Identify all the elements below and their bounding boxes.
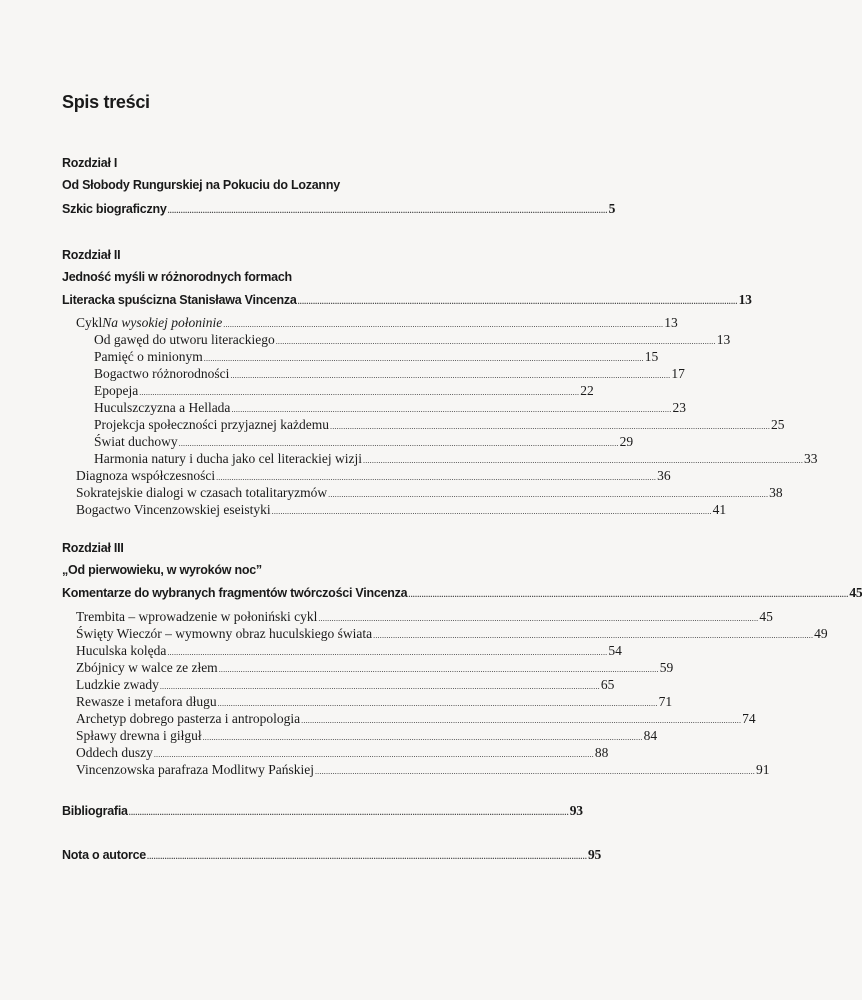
dot-leader: ........................................................................................................................................................................................................ (230, 371, 671, 380)
toc-entry[interactable]: Szkic biograficzny ........................................................................................................................................................................................................ 5 (62, 201, 616, 216)
page-number: 54 (608, 643, 622, 658)
page-number: 36 (657, 468, 671, 483)
page-number: 93 (569, 803, 583, 818)
page-title: Spis treści (62, 92, 150, 112)
page-number: 5 (608, 201, 616, 216)
dot-leader: ........................................................................................................................................................................................................ (128, 808, 569, 817)
toc-entry[interactable]: Archetyp dobrego pasterza i antropologia ........................................................................................................................................................................................................ 74 (76, 711, 756, 726)
dot-leader: ........................................................................................................................................................................................................ (147, 852, 588, 861)
toc-entry[interactable]: Świat duchowy ........................................................................................................................................................................................................ 29 (94, 434, 634, 449)
page-number: 59 (659, 660, 674, 675)
toc-entry[interactable]: Huculska kolęda ........................................................................................................................................................................................................ 54 (76, 643, 622, 658)
page-number: 65 (600, 677, 615, 692)
dot-leader: ........................................................................................................................................................................................................ (328, 490, 769, 499)
page-number: 41 (712, 502, 727, 517)
toc-entry[interactable]: Nota o autorce ........................................................................................................................................................................................................ 95 (62, 847, 602, 862)
toc-entry[interactable]: Trembita – wprowadzenie w połoniński cykl ........................................................................................................................................................................................................ 45 (76, 609, 773, 624)
toc-entry[interactable]: Harmonia natury i ducha jako cel literackiej wizji ........................................................................................................................................................................................................ 33 (94, 451, 818, 466)
toc-entry[interactable]: Zbójnicy w walce ze złem ........................................................................................................................................................................................................ 59 (76, 660, 674, 675)
toc-entry[interactable]: Bogactwo Vincenzowskiej eseistyki ........................................................................................................................................................................................................ 41 (76, 502, 727, 517)
chapter-label: Rozdział I (62, 156, 118, 170)
chapter-title: „Od pierwowieku, w wyroków noc” (62, 563, 262, 577)
toc-entry[interactable]: Rewasze i metafora długu ........................................................................................................................................................................................................ 71 (76, 694, 673, 709)
page-number: 45 (759, 609, 773, 624)
toc-entry[interactable]: Ludzkie zwady ........................................................................................................................................................................................................ 65 (76, 677, 615, 692)
page-number: 15 (644, 349, 659, 364)
dot-leader: ........................................................................................................................................................................................................ (275, 337, 716, 346)
page-number: 29 (619, 434, 634, 449)
toc-entry[interactable]: Epopeja ........................................................................................................................................................................................................ 22 (94, 383, 594, 398)
dot-leader: ........................................................................................................................................................................................................ (167, 648, 608, 657)
dot-leader: ........................................................................................................................................................................................................ (139, 388, 580, 397)
page-number: 25 (771, 417, 785, 432)
dot-leader: ........................................................................................................................................................................................................ (301, 716, 742, 725)
page-number: 88 (594, 745, 609, 760)
page-number: 23 (672, 400, 686, 415)
chapter-title: Jedność myśli w różnorodnych formach (62, 270, 292, 284)
dot-leader: ........................................................................................................................................................................................................ (223, 320, 664, 329)
page-number: 33 (804, 451, 818, 466)
dot-leader: ........................................................................................................................................................................................................ (202, 733, 643, 742)
page-number: 49 (814, 626, 828, 641)
page-number: 13 (716, 332, 731, 347)
page-number: 71 (658, 694, 673, 709)
dot-leader: ........................................................................................................................................................................................................ (314, 767, 755, 776)
dot-leader: ........................................................................................................................................................................................................ (297, 297, 738, 306)
page-number: 84 (643, 728, 658, 743)
toc-entry[interactable]: Literacka spuścizna Stanisława Vincenza ........................................................................................................................................................................................................ 13 (62, 292, 752, 307)
dot-leader: ........................................................................................................................................................................................................ (218, 665, 659, 674)
page-number: 95 (588, 847, 602, 862)
chapter-label: Rozdział III (62, 541, 124, 555)
toc-entry[interactable]: Oddech duszy ........................................................................................................................................................................................................ 88 (76, 745, 609, 760)
dot-leader: ........................................................................................................................................................................................................ (318, 614, 759, 623)
dot-leader: ........................................................................................................................................................................................................ (217, 699, 658, 708)
dot-leader: ........................................................................................................................................................................................................ (178, 439, 619, 448)
page-number: 17 (671, 366, 685, 381)
toc-entry[interactable]: Komentarze do wybranych fragmentów twórczości Vincenza ........................................................................................................................................................................................................ 45 (62, 585, 862, 600)
dot-leader: ........................................................................................................................................................................................................ (330, 422, 771, 431)
toc-entry[interactable]: Od gawęd do utworu literackiego ........................................................................................................................................................................................................ 13 (94, 332, 731, 347)
toc-entry[interactable]: Sokratejskie dialogi w czasach totalitaryzmów ........................................................................................................................................................................................................ 38 (76, 485, 783, 500)
toc-entry[interactable]: Huculszczyzna a Hellada ........................................................................................................................................................................................................ 23 (94, 400, 686, 415)
toc-entry[interactable]: Cykl Na wysokiej połoninie ........................................................................................................................................................................................................ 13 (76, 315, 678, 330)
dot-leader: ........................................................................................................................................................................................................ (373, 631, 814, 640)
chapter-label: Rozdział II (62, 248, 121, 262)
toc-entry[interactable]: Pamięć o minionym ........................................................................................................................................................................................................ 15 (94, 349, 659, 364)
dot-leader: ........................................................................................................................................................................................................ (363, 456, 804, 465)
toc-entry[interactable]: Święty Wieczór – wymowny obraz huculskiego świata ........................................................................................................................................................................................................ 49 (76, 626, 828, 641)
page-number: 13 (738, 292, 752, 307)
dot-leader: ........................................................................................................................................................................................................ (231, 405, 672, 414)
dot-leader: ........................................................................................................................................................................................................ (203, 354, 644, 363)
toc-entry[interactable]: Projekcja społeczności przyjaznej każdemu ........................................................................................................................................................................................................ 25 (94, 417, 785, 432)
toc-entry[interactable]: Bibliografia ........................................................................................................................................................................................................ 93 (62, 803, 583, 818)
dot-leader: ........................................................................................................................................................................................................ (271, 507, 712, 516)
page-number: 22 (580, 383, 594, 398)
chapter-title: Od Słobody Rungurskiej na Pokuciu do Lozanny (62, 178, 340, 192)
toc-entry[interactable]: Diagnoza współczesności ........................................................................................................................................................................................................ 36 (76, 468, 671, 483)
dot-leader: ........................................................................................................................................................................................................ (159, 682, 600, 691)
toc-entry[interactable]: Spławy drewna i giłguł ........................................................................................................................................................................................................ 84 (76, 728, 658, 743)
dot-leader: ........................................................................................................................................................................................................ (153, 750, 594, 759)
page-number: 91 (755, 762, 770, 777)
page-number: 45 (849, 585, 862, 600)
page-number: 38 (769, 485, 783, 500)
dot-leader: ........................................................................................................................................................................................................ (216, 473, 657, 482)
page-number: 13 (664, 315, 678, 330)
dot-leader: ........................................................................................................................................................................................................ (408, 590, 849, 599)
dot-leader: ........................................................................................................................................................................................................ (167, 206, 608, 215)
toc-entry[interactable]: Bogactwo różnorodności ........................................................................................................................................................................................................ 17 (94, 366, 685, 381)
page-number: 74 (742, 711, 756, 726)
toc-entry[interactable]: Vincenzowska parafraza Modlitwy Pańskiej ........................................................................................................................................................................................................ 91 (76, 762, 770, 777)
